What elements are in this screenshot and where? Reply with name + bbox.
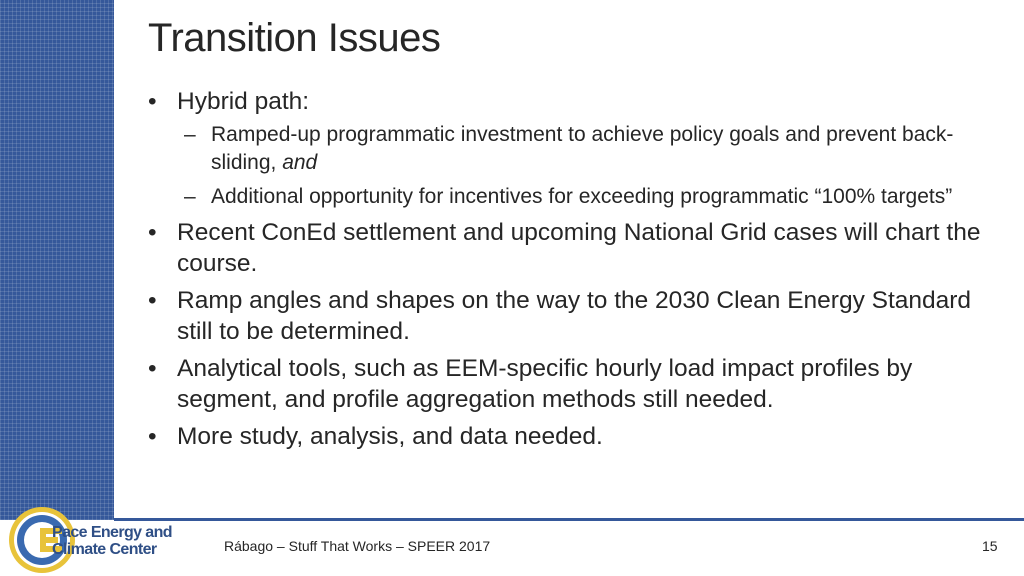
bullet-icon: • — [148, 88, 157, 115]
bullet-list — [148, 86, 1008, 458]
bullet-text: More study, analysis, and data needed. — [177, 423, 603, 450]
page-number: 15 — [982, 538, 998, 554]
bullet-item — [148, 285, 1008, 347]
bullet-text: Ramp angles and shapes on the way to the 2030 Clean Energy Standard still to be determined. — [177, 287, 972, 345]
footer-divider — [114, 518, 1024, 521]
sidebar-pattern — [0, 0, 114, 520]
logo-line-1: Pace Energy and — [52, 524, 172, 541]
bullet-item — [148, 421, 1008, 452]
bullet-text: Recent ConEd settlement and upcoming National Grid cases will chart the course. — [177, 219, 981, 277]
dash-icon: – — [184, 185, 196, 208]
bullet-icon: • — [148, 287, 157, 314]
bullet-icon: • — [148, 219, 157, 246]
footer-text: Rábago – Stuff That Works – SPEER 2017 — [224, 538, 491, 554]
page-title: Transition Issues — [148, 16, 441, 60]
sub-bullet-item — [148, 183, 1008, 211]
bullet-text: Analytical tools, such as EEM-specific hourly load impact profiles by segment, and profile aggregation methods still needed. — [177, 355, 913, 413]
sub-bullet-italic: and — [282, 151, 318, 174]
sub-bullet-text: Additional opportunity for incentives for exceeding programmatic “100% targets” — [211, 185, 953, 208]
bullet-text: Hybrid path: — [177, 88, 310, 115]
sub-bullet-text: Ramped-up programmatic investment to achieve policy goals and prevent back-sliding, — [211, 123, 954, 174]
bullet-icon: • — [148, 423, 157, 450]
sub-bullet-list — [177, 121, 1008, 211]
bullet-item — [148, 217, 1008, 279]
logo-e-stem — [40, 528, 46, 552]
bullet-icon: • — [148, 355, 157, 382]
sub-bullet-item — [148, 121, 1008, 177]
logo-wordmark — [52, 524, 172, 558]
logo-line-2: Climate Center — [52, 541, 157, 558]
bullet-item — [148, 86, 1008, 211]
bullet-item — [148, 353, 1008, 415]
dash-icon: – — [184, 123, 196, 146]
